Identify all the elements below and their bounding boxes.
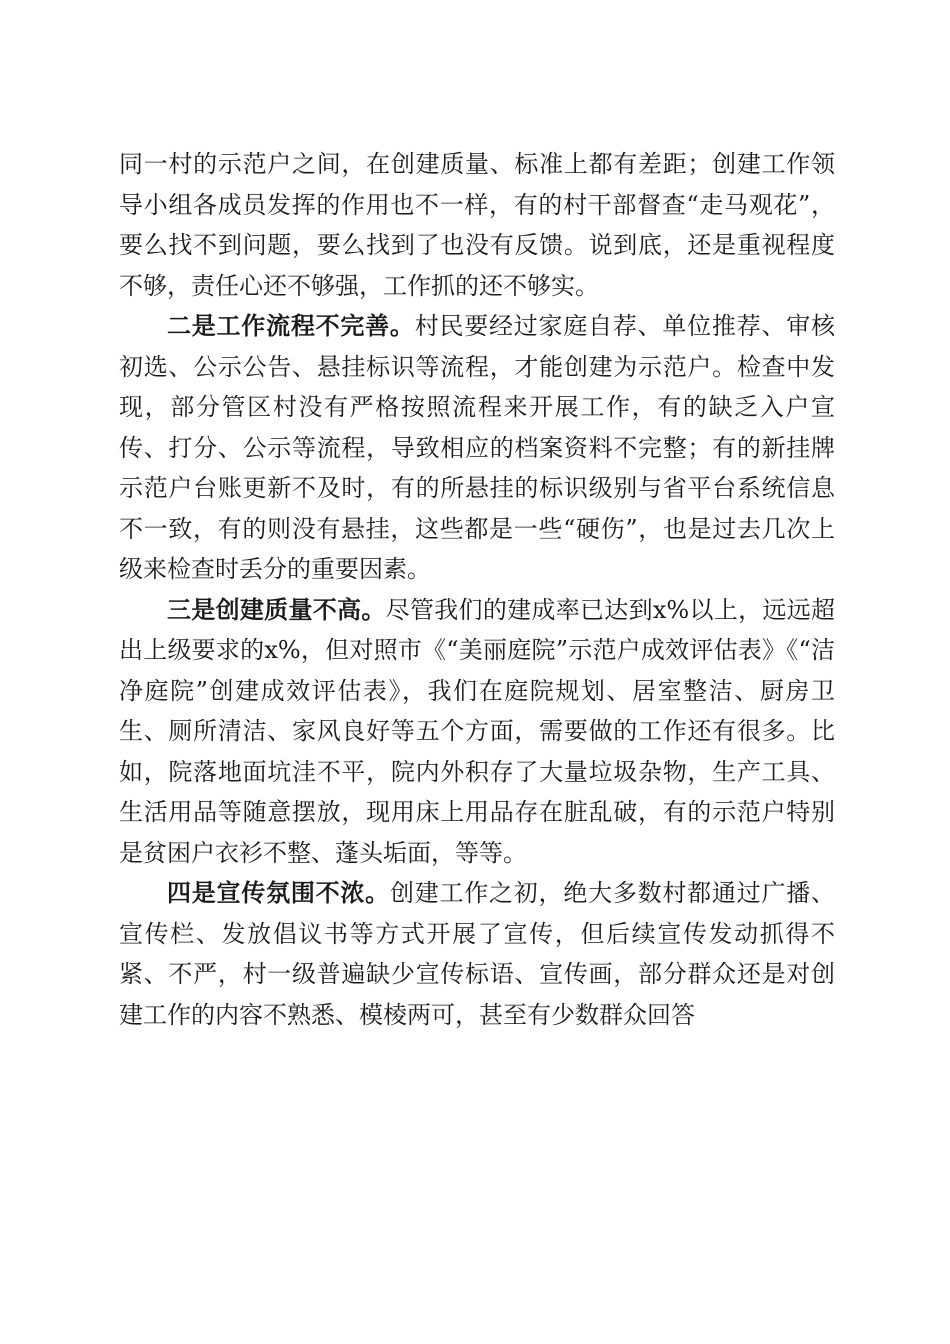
paragraph-text: 同一村的示范户之间，在创建质量、标准上都有差距；创建工作领导小组各成员发挥的作用也不一样，有的村干部督查“走马观花”，要么找不到问题，要么找到了也没有反馈。说到底，还是重视程度不够，责任心还不够强，工作抓的还不够实。 (119, 150, 835, 300)
paragraph-workflow (119, 306, 835, 590)
paragraph-publicity (119, 873, 835, 1035)
paragraph-text: 村民要经过家庭自荐、单位推荐、审核初选、公示公告、悬挂标识等流程，才能创建为示范户。检查中发现，部分管区村没有严格按照流程来开展工作，有的缺乏入户宣传、打分、公示等流程，导致相应的档案资料不完整；有的新挂牌示范户台账更新不及时，有的所悬挂的标识级别与省平台系统信息不一致，有的则没有悬挂，这些都是一些“硬伤”，也是过去几次上级来检查时丢分的重要因素。 (119, 312, 836, 583)
paragraph-text: 尽管我们的建成率已达到x%以上，远远超出上级要求的x%，但对照市《“美丽庭院”示范户成效评估表》《“洁净庭院”创建成效评估表》，我们在庭院规划、居室整洁、厨房卫生、厕所清洁、家风良好等五个方面，需要做的工作还有很多。比如，院落地面坑洼不平，院内外积存了大量垃圾杂物，生产工具、生活用品等随意摆放，现用床上用品存在脏乱破，有的示范户特别是贫困户衣衫不整、蓬头垢面，等等。 (119, 595, 836, 867)
paragraph-lead: 二是工作流程不完善。 (167, 311, 415, 340)
document-body (119, 144, 835, 1035)
paragraph-quality (119, 590, 835, 874)
paragraph-continuation (119, 144, 835, 306)
paragraph-lead: 四是宣传氛围不浓。 (167, 878, 390, 907)
paragraph-text: 创建工作之初，绝大多数村都通过广播、宣传栏、发放倡议书等方式开展了宣传，但后续宣传发动抓得不紧、不严，村一级普遍缺少宣传标语、宣传画，部分群众还是对创建工作的内容不熟悉、模棱两可，甚至有少数群众回答 (119, 879, 836, 1029)
paragraph-lead: 三是创建质量不高。 (167, 594, 386, 624)
